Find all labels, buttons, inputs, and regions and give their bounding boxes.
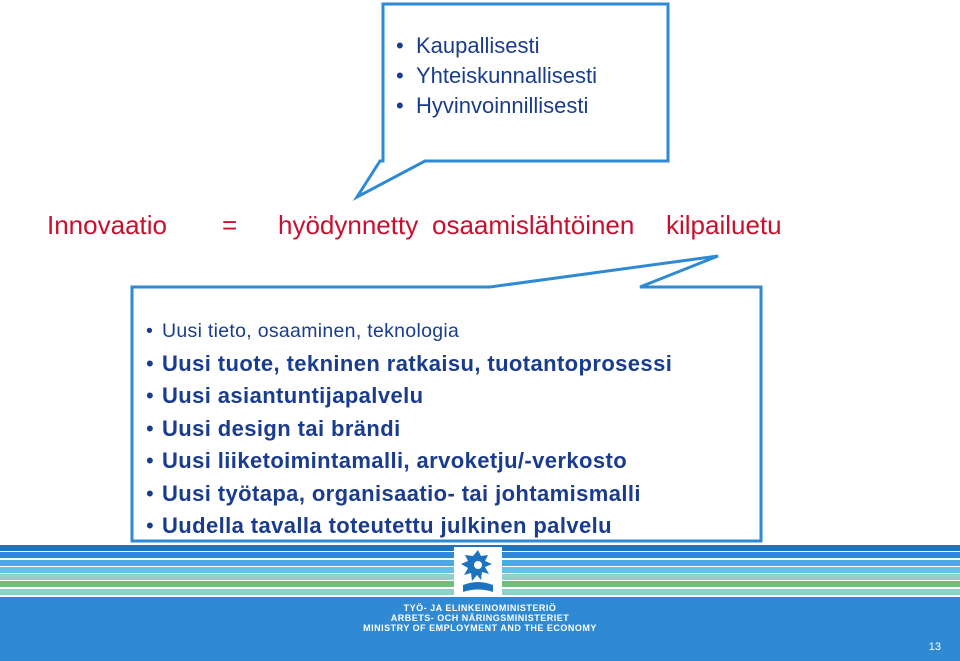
bottom-bubble-list: [146, 315, 672, 543]
top-bubble-list: [394, 31, 597, 121]
headline-word: hyödynnetty: [278, 210, 419, 240]
list-item: • Uusi liiketoimintamalli, arvoketju/-verkosto: [146, 445, 672, 478]
list-item: • Uusi työtapa, organisaatio- tai johtamismalli: [146, 478, 672, 511]
lion-emblem-icon: [454, 547, 502, 597]
list-item: • Hyvinvoinnillisesti: [394, 91, 597, 121]
headline-word: osaamislähtöinen: [432, 210, 635, 240]
list-item: • Uusi tieto, osaaminen, teknologia: [146, 315, 672, 348]
page-number: 13: [928, 641, 941, 653]
ministry-name-fi: TYÖ- JA ELINKEINOMINISTERIÖ: [403, 603, 557, 613]
headline-word: kilpailuetu: [666, 210, 782, 240]
list-item: • Uusi tuote, tekninen ratkaisu, tuotantoprosessi: [146, 348, 672, 381]
list-item: • Yhteiskunnallisesti: [394, 61, 597, 91]
headline-equals: =: [222, 210, 238, 240]
ministry-name-en: MINISTRY OF EMPLOYMENT AND THE ECONOMY: [363, 623, 597, 633]
footer-band: [0, 597, 960, 661]
list-item: • Uusi design tai brändi: [146, 413, 672, 446]
ministry-name-sv: ARBETS- OCH NÄRINGSMINISTERIET: [390, 613, 570, 623]
headline-term: Innovaatio: [47, 210, 167, 240]
list-item: • Uudella tavalla toteutettu julkinen palvelu: [146, 510, 672, 543]
headline: [0, 208, 960, 242]
footer: [0, 545, 960, 661]
list-item: • Kaupallisesti: [394, 31, 597, 61]
list-item: • Uusi asiantuntijapalvelu: [146, 380, 672, 413]
